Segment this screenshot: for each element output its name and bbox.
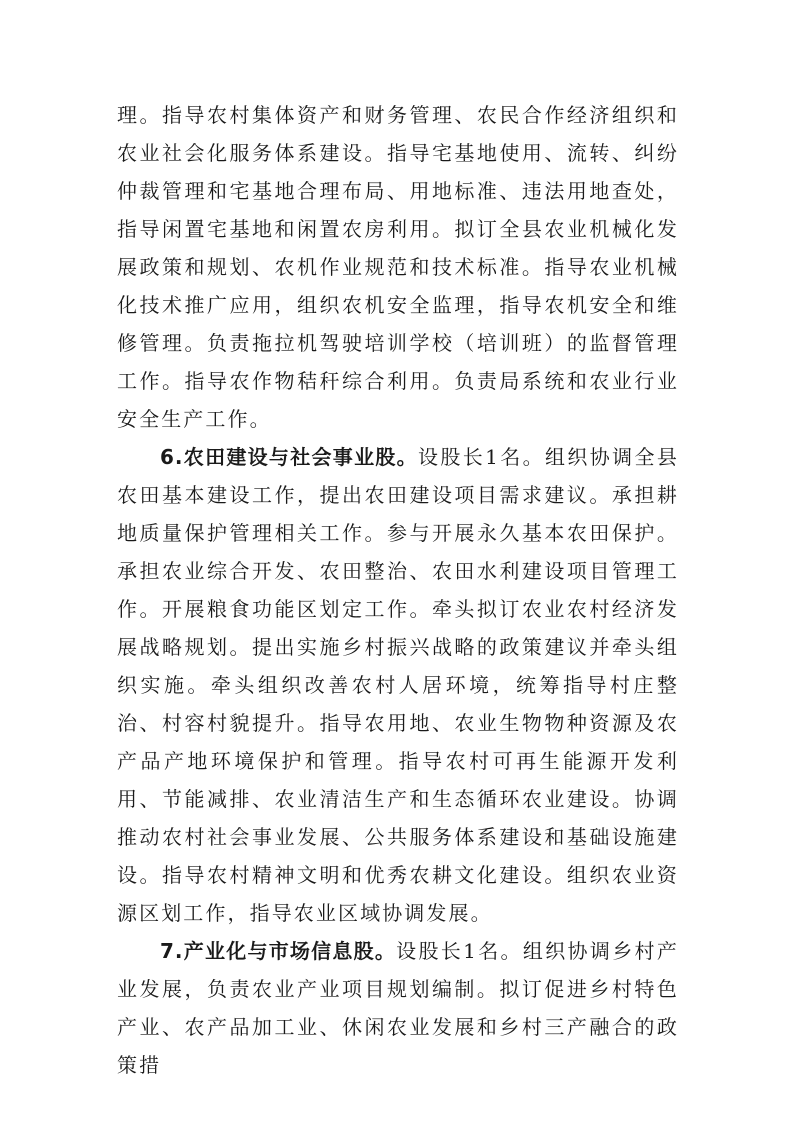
section-heading: 6.农田建设与社会事业股。 [160, 445, 418, 469]
paragraph-body: 设股长1名。组织协调全县农田基本建设工作，提出农田建设项目需求建议。承担耕地质量保护管理相关工作。参与开展永久基本农田保护。承担农业综合开发、农田整治、农田水利建设项目管理工作。开展粮食功能区划定工作。牵头拟订农业农村经济发展战略规划。提出实施乡村振兴战略的政策建议并牵头组织实施。牵头组织改善农村人居环境，统筹指导村庄整治、村容村貌提升。指导农用地、农业生物物种资源及农产品产地环境保护和管理。指导农村可再生能源开发利用、节能减排、农业清洁生产和生态循环农业建设。协调推动农村社会事业发展、公共服务体系建设和基础设施建设。指导农村精神文明和优秀农耕文化建设。组织农业资源区划工作，指导农业区域协调发展。 [117, 445, 679, 925]
paragraph-body: 设股长1名。组织协调乡村产业发展，负责农业产业项目规划编制。拟订促进乡村特色产业、农产品加工业、休闲农业发展和乡村三产融合的政策措 [117, 939, 679, 1077]
paragraph-body: 理。指导农村集体资产和财务管理、农民合作经济组织和农业社会化服务体系建设。指导宅基地使用、流转、纠纷仲裁管理和宅基地合理布局、用地标准、违法用地查处，指导闲置宅基地和闲置农房利用。拟订全县农业机械化发展政策和规划、农机作业规范和技术标准。指导农业机械化技术推广应用，组织农机安全监理，指导农机安全和维修管理。负责拖拉机驾驶培训学校（培训班）的监督管理工作。指导农作物秸秆综合利用。负责局系统和农业行业安全生产工作。 [117, 103, 679, 431]
body-text [117, 96, 679, 1084]
section-heading: 7.产业化与市场信息股。 [160, 939, 397, 963]
paragraph-continued [117, 96, 679, 438]
paragraph-section-6 [117, 438, 679, 932]
paragraph-section-7 [117, 932, 679, 1084]
